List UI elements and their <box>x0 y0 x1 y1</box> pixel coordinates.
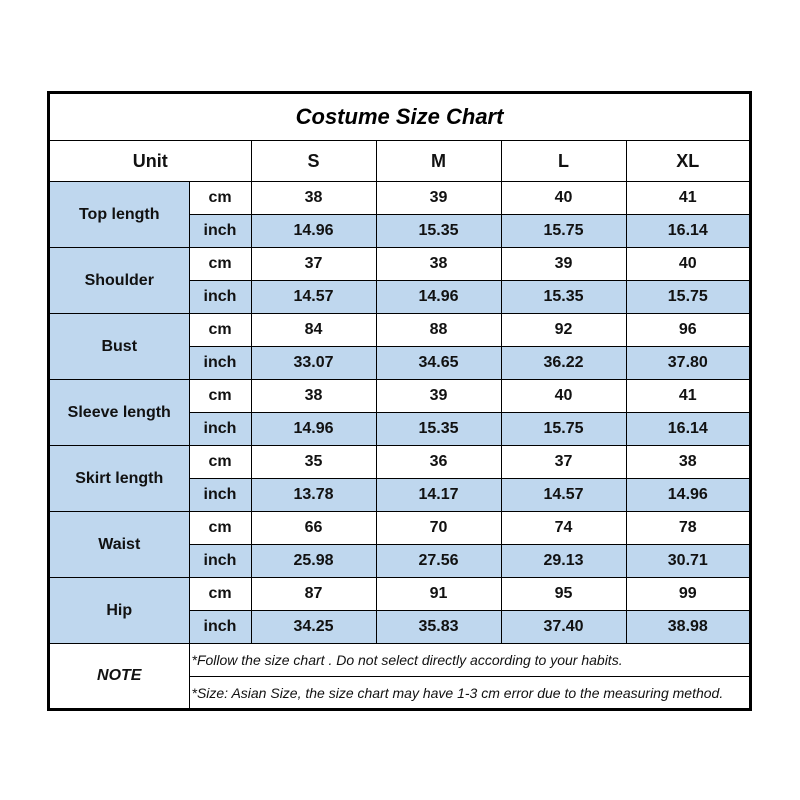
header-row <box>50 141 749 182</box>
unit-label-inch: inch <box>189 347 251 380</box>
table-cell: 38 <box>626 446 749 479</box>
unit-label-inch: inch <box>189 545 251 578</box>
table-cell: 25.98 <box>251 545 376 578</box>
size-header-s: S <box>251 141 376 182</box>
table-row <box>50 446 749 479</box>
table-cell: 87 <box>251 578 376 611</box>
unit-header: Unit <box>50 141 251 182</box>
note-text: *Follow the size chart . Do not select directly according to your habits. <box>189 644 749 677</box>
table-cell: 36 <box>376 446 501 479</box>
measurement-label-sleeve-length: Sleeve length <box>50 380 189 446</box>
table-cell: 35.83 <box>376 611 501 644</box>
table-cell: 91 <box>376 578 501 611</box>
measurement-label-shoulder: Shoulder <box>50 248 189 314</box>
table-cell: 41 <box>626 182 749 215</box>
table-row <box>50 380 749 413</box>
unit-label-inch: inch <box>189 611 251 644</box>
table-cell: 38 <box>251 182 376 215</box>
table-cell: 78 <box>626 512 749 545</box>
note-text: *Size: Asian Size, the size chart may have 1-3 cm error due to the measuring method. <box>189 677 749 710</box>
table-cell: 74 <box>501 512 626 545</box>
table-cell: 95 <box>501 578 626 611</box>
table-cell: 16.14 <box>626 413 749 446</box>
table-cell: 14.17 <box>376 479 501 512</box>
table-cell: 15.35 <box>376 413 501 446</box>
table-cell: 15.35 <box>376 215 501 248</box>
table-cell: 38 <box>376 248 501 281</box>
table-cell: 66 <box>251 512 376 545</box>
table-cell: 15.75 <box>501 215 626 248</box>
table-row <box>50 512 749 545</box>
table-cell: 37.40 <box>501 611 626 644</box>
table-cell: 37.80 <box>626 347 749 380</box>
size-header-l: L <box>501 141 626 182</box>
table-cell: 14.96 <box>376 281 501 314</box>
table-cell: 16.14 <box>626 215 749 248</box>
unit-label-cm: cm <box>189 314 251 347</box>
measurement-label-waist: Waist <box>50 512 189 578</box>
table-cell: 27.56 <box>376 545 501 578</box>
table-cell: 39 <box>501 248 626 281</box>
table-cell: 15.35 <box>501 281 626 314</box>
table-cell: 35 <box>251 446 376 479</box>
table-cell: 13.78 <box>251 479 376 512</box>
table-cell: 14.96 <box>626 479 749 512</box>
table-cell: 34.65 <box>376 347 501 380</box>
table-row <box>50 182 749 215</box>
table-cell: 14.96 <box>251 215 376 248</box>
size-header-xl: XL <box>626 141 749 182</box>
measurement-label-hip: Hip <box>50 578 189 644</box>
table-cell: 38 <box>251 380 376 413</box>
table-cell: 37 <box>501 446 626 479</box>
table-row <box>50 578 749 611</box>
table-cell: 88 <box>376 314 501 347</box>
unit-label-cm: cm <box>189 182 251 215</box>
table-cell: 40 <box>626 248 749 281</box>
table-row <box>50 314 749 347</box>
size-table <box>50 94 749 710</box>
table-cell: 14.96 <box>251 413 376 446</box>
table-row <box>50 248 749 281</box>
table-cell: 70 <box>376 512 501 545</box>
table-cell: 30.71 <box>626 545 749 578</box>
table-cell: 39 <box>376 380 501 413</box>
unit-label-inch: inch <box>189 281 251 314</box>
measurement-label-top-length: Top length <box>50 182 189 248</box>
size-header-m: M <box>376 141 501 182</box>
table-cell: 38.98 <box>626 611 749 644</box>
unit-label-inch: inch <box>189 479 251 512</box>
note-label: NOTE <box>50 644 189 710</box>
unit-label-inch: inch <box>189 413 251 446</box>
table-cell: 15.75 <box>501 413 626 446</box>
table-cell: 37 <box>251 248 376 281</box>
table-cell: 33.07 <box>251 347 376 380</box>
table-cell: 40 <box>501 380 626 413</box>
measurement-label-skirt-length: Skirt length <box>50 446 189 512</box>
unit-label-cm: cm <box>189 380 251 413</box>
table-cell: 84 <box>251 314 376 347</box>
unit-label-cm: cm <box>189 512 251 545</box>
table-cell: 40 <box>501 182 626 215</box>
table-cell: 39 <box>376 182 501 215</box>
unit-label-inch: inch <box>189 215 251 248</box>
table-cell: 14.57 <box>251 281 376 314</box>
table-cell: 41 <box>626 380 749 413</box>
unit-label-cm: cm <box>189 248 251 281</box>
table-cell: 36.22 <box>501 347 626 380</box>
table-cell: 14.57 <box>501 479 626 512</box>
table-cell: 34.25 <box>251 611 376 644</box>
unit-label-cm: cm <box>189 578 251 611</box>
chart-title: Costume Size Chart <box>50 94 749 141</box>
unit-label-cm: cm <box>189 446 251 479</box>
table-cell: 15.75 <box>626 281 749 314</box>
note-row <box>50 644 749 677</box>
table-cell: 29.13 <box>501 545 626 578</box>
size-chart <box>47 91 752 711</box>
measurement-label-bust: Bust <box>50 314 189 380</box>
table-cell: 92 <box>501 314 626 347</box>
table-cell: 96 <box>626 314 749 347</box>
table-cell: 99 <box>626 578 749 611</box>
